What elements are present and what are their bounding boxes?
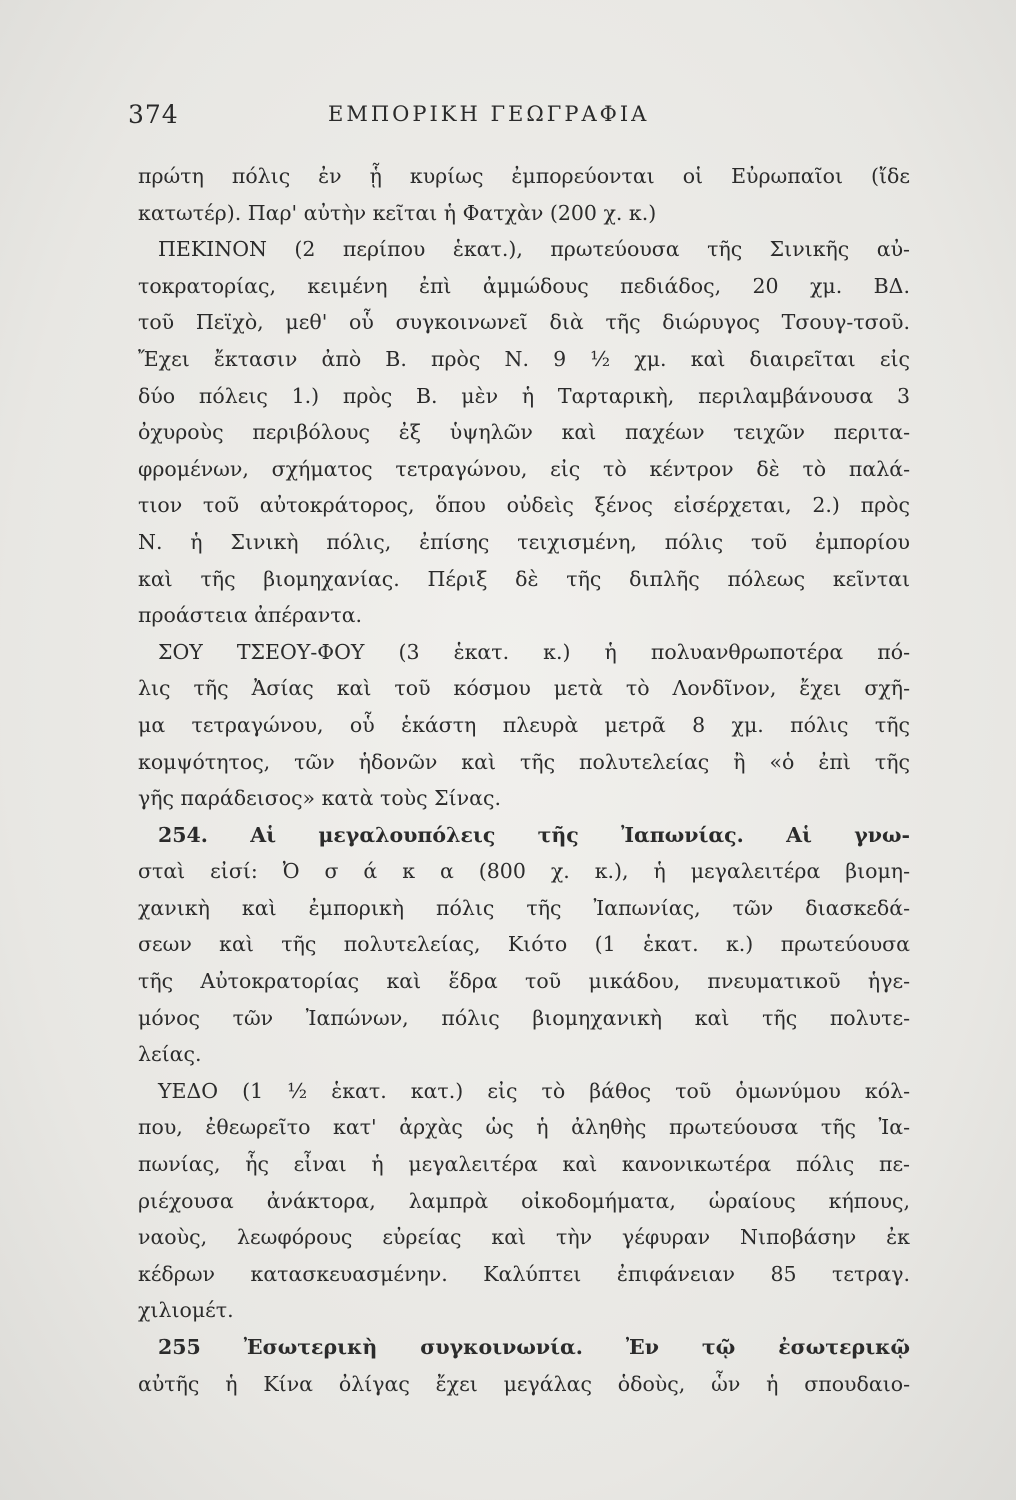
text-line: χιλιομέτ.	[138, 1298, 234, 1323]
text-line: κέδρων κατασκευασμένην. Καλύπτει ἐπιφάνειαν 85 τετραγ.	[138, 1261, 910, 1286]
text-line: σεων καὶ τῆς πολυτελείας, Κιότο (1 ἑκατ. κ.) πρωτεύουσα	[138, 932, 910, 957]
text-line: καὶ τῆς βιομηχανίας. Πέριξ δὲ τῆς διπλῆς πόλεως κεῖνται	[138, 566, 910, 591]
text-line: μόνος τῶν Ἰαπώνων, πόλις βιομηχανικὴ καὶ τῆς πολυτε-	[138, 1005, 910, 1030]
text-line: πρώτη πόλις ἐν ᾗ κυρίως ἐμπορεύονται οἱ Εὐρωπαῖοι (ἴδε	[138, 164, 910, 188]
text-line: αὐτῆς ἡ Κίνα ὀλίγας ἔχει μεγάλας ὁδοὺς, ὧν ἡ σπουδαιο-	[138, 1371, 910, 1396]
text-line: τοῦ Πεϊχὸ, μεθ' οὗ συγκοινωνεῖ διὰ τῆς διώρυγος Τσουγ-τσοῦ.	[138, 310, 910, 335]
text-line: μα τετραγώνου, οὗ ἑκάστη πλευρὰ μετρᾶ 8 χμ. πόλις τῆς	[138, 712, 910, 737]
text-line: τοκρατορίας, κειμένη ἐπὶ ἀμμώδους πεδιάδος, 20 χμ. ΒΔ.	[138, 273, 910, 298]
text-line: τιον τοῦ αὐτοκράτορος, ὅπου οὐδεὶς ξένος εἰσέρχεται, 2.) πρὸς	[138, 493, 910, 518]
text-line: ὀχυροὺς περιβόλους ἐξ ὑψηλῶν καὶ παχέων τειχῶν περιτα-	[138, 420, 910, 445]
text-line: ΠΕΚΙΝΟΝ (2 περίπου ἑκατ.), πρωτεύουσα τῆς Σινικῆς αὐ-	[158, 237, 910, 262]
text-line: ΥΕΔΟ (1 ½ ἑκατ. κατ.) εἰς τὸ βάθος τοῦ ὁμωνύμου κόλ-	[158, 1078, 910, 1103]
section-heading-line: 254. Αἱ μεγαλουπόλεις τῆς Ἰαπωνίας. Αἱ γνω-	[158, 822, 910, 847]
text-line: κομψότητος, τῶν ἡδονῶν καὶ τῆς πολυτελείας ἢ «ὁ ἐπὶ τῆς	[138, 749, 910, 774]
page-header	[128, 100, 900, 140]
text-line: ριέχουσα ἀνάκτορα, λαμπρὰ οἰκοδομήματα, ὡραίους κήπους,	[138, 1188, 910, 1213]
text-line: γῆς παράδεισος» κατὰ τοὺς Σίνας.	[138, 786, 501, 811]
section-heading-line: 255 Ἐσωτερικὴ συγκοινωνία. Ἐν τῷ ἐσωτερικῷ	[158, 1335, 910, 1359]
text-line: προάστεια ἀπέραντα.	[138, 603, 363, 628]
text-line: Ἔχει ἔκτασιν ἀπὸ Β. πρὸς Ν. 9 ½ χμ. καὶ διαιρεῖται εἰς	[138, 346, 910, 371]
running-head: ΕΜΠΟΡΙΚΗ ΓΕΩΓΡΑΦΙΑ	[328, 102, 650, 126]
text-line: ΣΟΥ ΤΣΕΟΥ-ΦΟΥ (3 ἑκατ. κ.) ἡ πολυανθρωποτέρα πό-	[158, 639, 910, 664]
text-line: ναοὺς, λεωφόρους εὐρείας καὶ τὴν γέφυραν Νιποβάσην ἐκ	[138, 1225, 910, 1250]
text-line: που, ἐθεωρεῖτο κατ' ἀρχὰς ὡς ἡ ἀληθὴς πρωτεύουσα τῆς Ἰα-	[138, 1115, 910, 1140]
text-line: δύο πόλεις 1.) πρὸς Β. μὲν ἡ Ταρταρικὴ, περιλαμβάνουσα 3	[138, 383, 910, 408]
text-line: κατωτέρ). Παρ' αὐτὴν κεῖται ἡ Φατχὰν (200 χ. κ.)	[138, 200, 657, 225]
text-line: λις τῆς Ἀσίας καὶ τοῦ κόσμου μετὰ τὸ Λονδῖνον, ἔχει σχῆ-	[138, 676, 910, 701]
text-line: τῆς Αὐτοκρατορίας καὶ ἕδρα τοῦ μικάδου, πνευματικοῦ ἡγε-	[138, 969, 910, 994]
body-text	[138, 158, 910, 1402]
page-number: 374	[128, 100, 179, 129]
text-line: Ν. ἡ Σινικὴ πόλις, ἐπίσης τειχισμένη, πόλις τοῦ ἐμπορίου	[138, 529, 910, 554]
text-line: πωνίας, ἧς εἶναι ἡ μεγαλειτέρα καὶ κανονικωτέρα πόλις πε-	[138, 1152, 910, 1177]
text-line: φρομένων, σχήματος τετραγώνου, εἰς τὸ κέντρον δὲ τὸ παλά-	[138, 456, 910, 481]
text-line: λείας.	[138, 1042, 202, 1067]
text-line: σταὶ εἰσί: Ὀ σ ά κ α (800 χ. κ.), ἡ μεγαλειτέρα βιομη-	[138, 859, 910, 884]
text-line: χανικὴ καὶ ἐμπορικὴ πόλις τῆς Ἰαπωνίας, τῶν διασκεδά-	[138, 895, 910, 920]
